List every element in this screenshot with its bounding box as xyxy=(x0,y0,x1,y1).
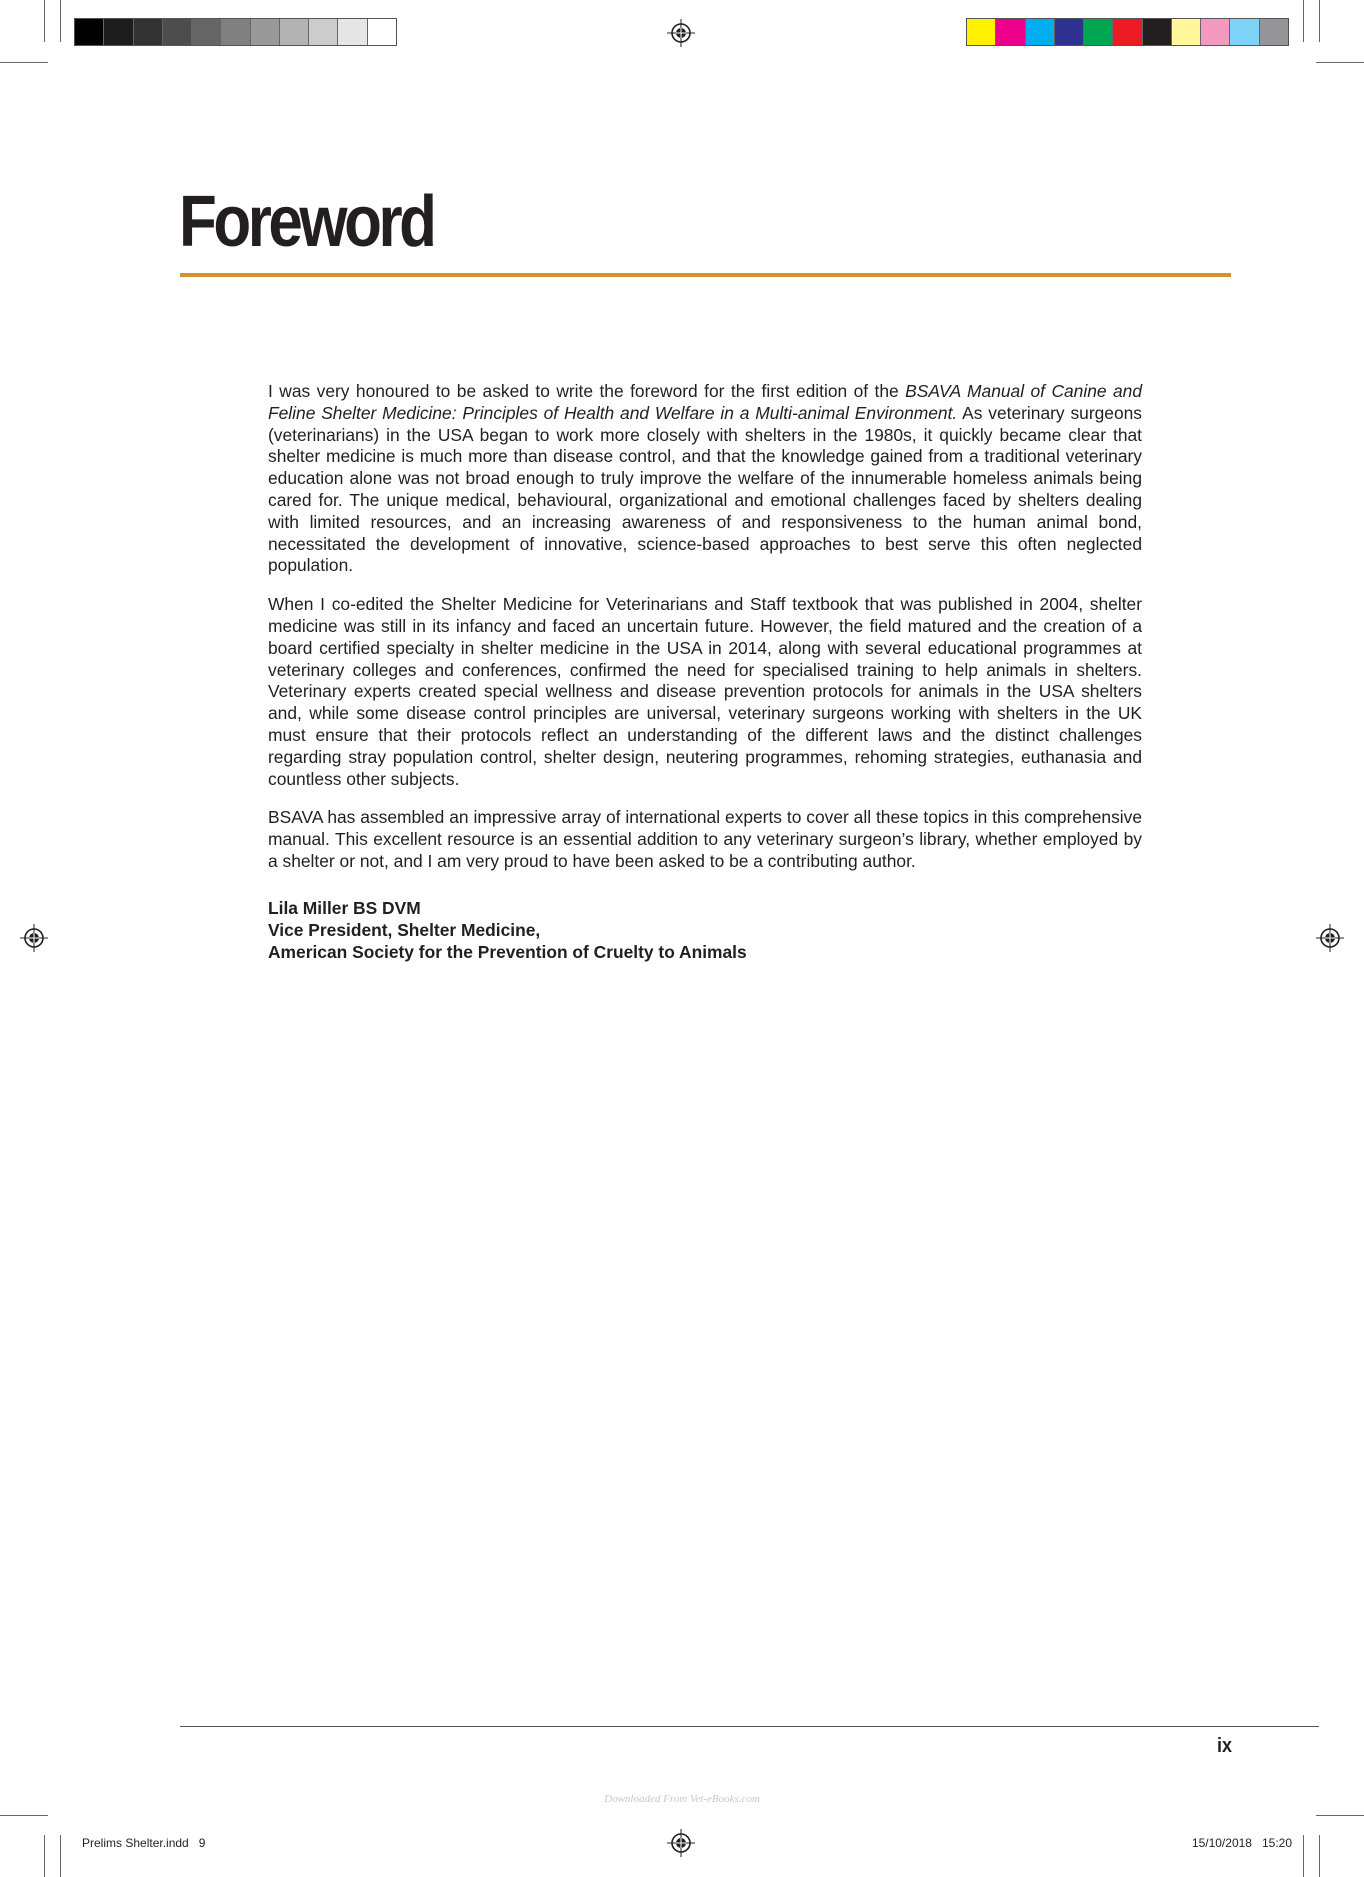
paragraph-list xyxy=(268,381,1142,873)
page-title: Foreword xyxy=(179,182,434,262)
gray-swatch xyxy=(279,19,308,45)
gray-swatch xyxy=(250,19,279,45)
gray-swatch xyxy=(103,19,132,45)
print-slug-timestamp: 15/10/2018 15:20 xyxy=(1191,1836,1292,1850)
gray-swatch xyxy=(337,19,366,45)
gray-swatch xyxy=(220,19,249,45)
registration-mark-icon xyxy=(20,924,48,952)
crop-mark-top-left-horizontal xyxy=(0,62,48,63)
paragraph xyxy=(268,381,1142,577)
author-name: Lila Miller BS DVM xyxy=(268,897,421,918)
crop-mark-bottom-right-horizontal xyxy=(1316,1815,1364,1816)
color-swatch xyxy=(1025,19,1054,45)
color-swatch xyxy=(967,19,995,45)
paragraph xyxy=(268,594,1142,790)
crop-mark-bottom-right-vertical xyxy=(1319,1835,1320,1877)
process-color-bar xyxy=(966,18,1289,46)
color-swatch xyxy=(1142,19,1171,45)
crop-mark-bottom-left-inner xyxy=(60,1835,61,1877)
registration-mark-icon xyxy=(667,1829,695,1857)
gray-swatch xyxy=(191,19,220,45)
color-swatch xyxy=(1112,19,1141,45)
gray-swatch xyxy=(367,19,396,45)
crop-mark-bottom-right-inner xyxy=(1303,1835,1304,1877)
paragraph-text: As veterinary surgeons (veterinarians) in the USA began to work more closely with shelters in the 1980s, it quickly became clear that shelter medicine is much more than disease control, and that the knowledge gained from a traditional veterinary education alone was not broad enough to truly improve the welfare of the innumerable homeless animals being cared for. The unique medical, behavioural, organizational and emotional challenges faced by shelters dealing with limited resources, and an increasing awareness of and responsiveness to the human animal bond, necessitated the development of innovative, science-based approaches to best serve this often neglected population. xyxy=(268,402,1142,576)
paragraph-text: When I co-edited the Shelter Medicine for Veterinarians and Staff textbook that was published in 2004, shelter medicine was still in its infancy and faced an uncertain future. However, the field matured and the creation of a board certified specialty in shelter medicine in the USA in 2014, along with several educational programmes at veterinary colleges and conferences, confirmed the need for specialised training to help animals in shelters. Veterinary experts created special wellness and disease prevention protocols for animals in the USA shelters and, while some disease control principles are universal, veterinary surgeons working with shelters in the UK must ensure that their protocols reflect an understanding of the different laws and the distinct challenges regarding stray population control, shelter design, neutering programmes, rehoming strategies, euthanasia and countless other subjects. xyxy=(268,594,1142,789)
color-swatch xyxy=(995,19,1024,45)
title-underline xyxy=(180,273,1231,277)
color-swatch xyxy=(1083,19,1112,45)
gray-swatch xyxy=(133,19,162,45)
crop-mark-bottom-left-horizontal xyxy=(0,1815,48,1816)
grayscale-color-bar xyxy=(74,18,397,46)
registration-mark-icon xyxy=(667,19,695,47)
color-swatch xyxy=(1259,19,1288,45)
gray-swatch xyxy=(308,19,337,45)
author-organization: American Society for the Prevention of Cruelty to Animals xyxy=(268,941,747,962)
crop-mark-top-right-horizontal xyxy=(1316,62,1364,63)
footer-rule xyxy=(180,1726,1319,1727)
gray-swatch xyxy=(75,19,103,45)
foreword-body xyxy=(268,381,1142,963)
paragraph xyxy=(268,807,1142,872)
color-swatch xyxy=(1054,19,1083,45)
crop-mark-top-left-vertical xyxy=(44,0,45,42)
paragraph-text: I was very honoured to be asked to write the foreword for the first edition of the xyxy=(268,381,906,401)
crop-mark-top-right-vertical xyxy=(1319,0,1320,42)
color-swatch xyxy=(1229,19,1258,45)
crop-mark-top-right-inner xyxy=(1303,0,1304,42)
download-watermark: Downloaded From Vet-eBooks.com xyxy=(604,1793,760,1805)
color-swatch xyxy=(1171,19,1200,45)
signature-block xyxy=(268,897,1142,963)
paragraph-text: BSAVA has assembled an impressive array of international experts to cover all these topics in this comprehensive manual. This excellent resource is an essential addition to any veterinary surgeon’s library, whether employed by a shelter or not, and I am very proud to have been asked to be a contributing author. xyxy=(268,807,1142,871)
registration-mark-icon xyxy=(1316,924,1344,952)
crop-mark-top-left-inner xyxy=(60,0,61,42)
crop-mark-bottom-left-vertical xyxy=(44,1835,45,1877)
color-swatch xyxy=(1200,19,1229,45)
print-slug-filename: Prelims Shelter.indd 9 xyxy=(82,1836,206,1850)
page-number: ix xyxy=(1216,1735,1232,1757)
gray-swatch xyxy=(162,19,191,45)
author-role: Vice President, Shelter Medicine, xyxy=(268,919,541,940)
book-title-italic: BSAVA Manual of Canine and Feline Shelter Medicine: Principles of Health and Welfare in a Multi-animal Environment. xyxy=(268,381,1142,423)
